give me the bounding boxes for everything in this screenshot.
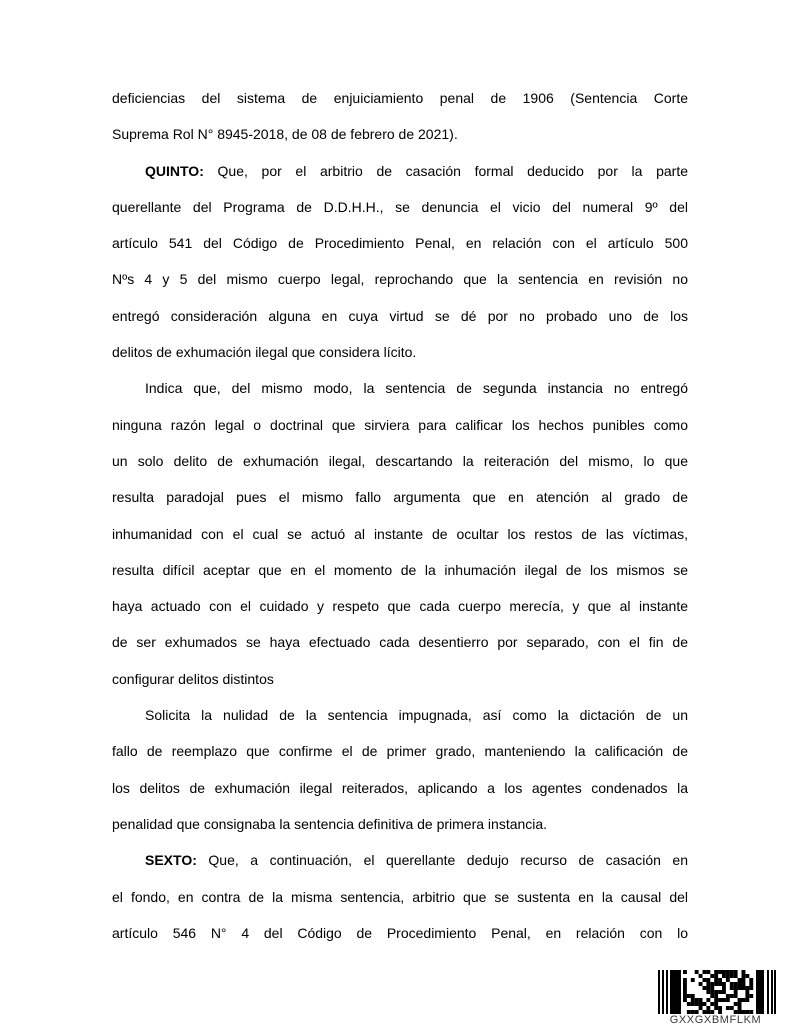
para-solicita: [112, 697, 688, 842]
text-line: configurar delitos distintos: [112, 670, 274, 687]
para-sexto: [112, 842, 688, 951]
text-line: querellante del Programa de D.D.H.H., se denuncia el vicio del numeral 9º del: [112, 198, 688, 215]
text-line: Indica que, del mismo modo, la sentencia de segunda instancia no entregó: [145, 380, 688, 397]
para-quinto: [112, 153, 688, 371]
barcode-label: GXXGXBMFLKM: [669, 1014, 762, 1026]
text-line: artículo 546 N° 4 del Código de Procedimiento Penal, en relación con lo: [112, 924, 688, 941]
text-line: delitos de exhumación ilegal que considera lícito.: [112, 344, 417, 361]
text-line: de ser exhumados se haya efectuado cada desentierro por separado, con el fin de: [112, 634, 688, 651]
text-line: haya actuado con el cuidado y respeto que cada cuerpo merecía, y que al instante: [112, 598, 688, 615]
para-continuation: [112, 80, 688, 153]
text-line: fallo de reemplazo que confirme el de primer grado, manteniendo la calificación de: [112, 743, 688, 760]
text-line: el fondo, en contra de la misma sentencia, arbitrio que se sustenta en la causal del: [112, 888, 688, 905]
text-line: un solo delito de exhumación ilegal, descartando la reiteración del mismo, lo que: [112, 452, 688, 469]
text-line: ninguna razón legal o doctrinal que sirviera para calificar los hechos punibles como: [112, 416, 688, 433]
text-line: los delitos de exhumación ilegal reiterados, aplicando a los agentes condenados la: [112, 779, 688, 796]
text-line: Suprema Rol N° 8945-2018, de 08 de febrero de 2021).: [112, 126, 458, 143]
barcode-image: [655, 970, 776, 1014]
text-line: inhumanidad con el cual se actuó al instante de ocultar los restos de las víctimas,: [112, 525, 688, 542]
paragraph-lead: SEXTO:: [145, 852, 197, 869]
text-line: resulta paradojal pues el mismo fallo argumenta que en atención al grado de: [112, 489, 688, 506]
text-line: Solicita la nulidad de la sentencia impugnada, así como la dictación de un: [145, 707, 688, 724]
text-line: penalidad que consignaba la sentencia definitiva de primera instancia.: [112, 815, 548, 832]
text-line: resulta difícil aceptar que en el momento de la inhumación ilegal de los mismos se: [112, 561, 688, 578]
text-line: entregó consideración alguna en cuya virtud se dé por no probado uno de los: [112, 307, 688, 324]
barcode-svg: [655, 970, 776, 1014]
text-line: artículo 541 del Código de Procedimiento Penal, en relación con el artículo 500: [112, 235, 688, 252]
text-line: SEXTO: Que, a continuación, el querellante dedujo recurso de casación en: [145, 852, 688, 869]
text-line: QUINTO: Que, por el arbitrio de casación formal deducido por la parte: [145, 162, 688, 179]
text-line: Nºs 4 y 5 del mismo cuerpo legal, reprochando que la sentencia en revisión no: [112, 271, 688, 288]
paragraph-lead: QUINTO:: [145, 162, 204, 179]
barcode: [655, 970, 776, 1026]
para-indica: [112, 370, 688, 697]
document-body: [112, 80, 688, 951]
text-line: deficiencias del sistema de enjuiciamiento penal de 1906 (Sentencia Corte: [112, 90, 688, 106]
